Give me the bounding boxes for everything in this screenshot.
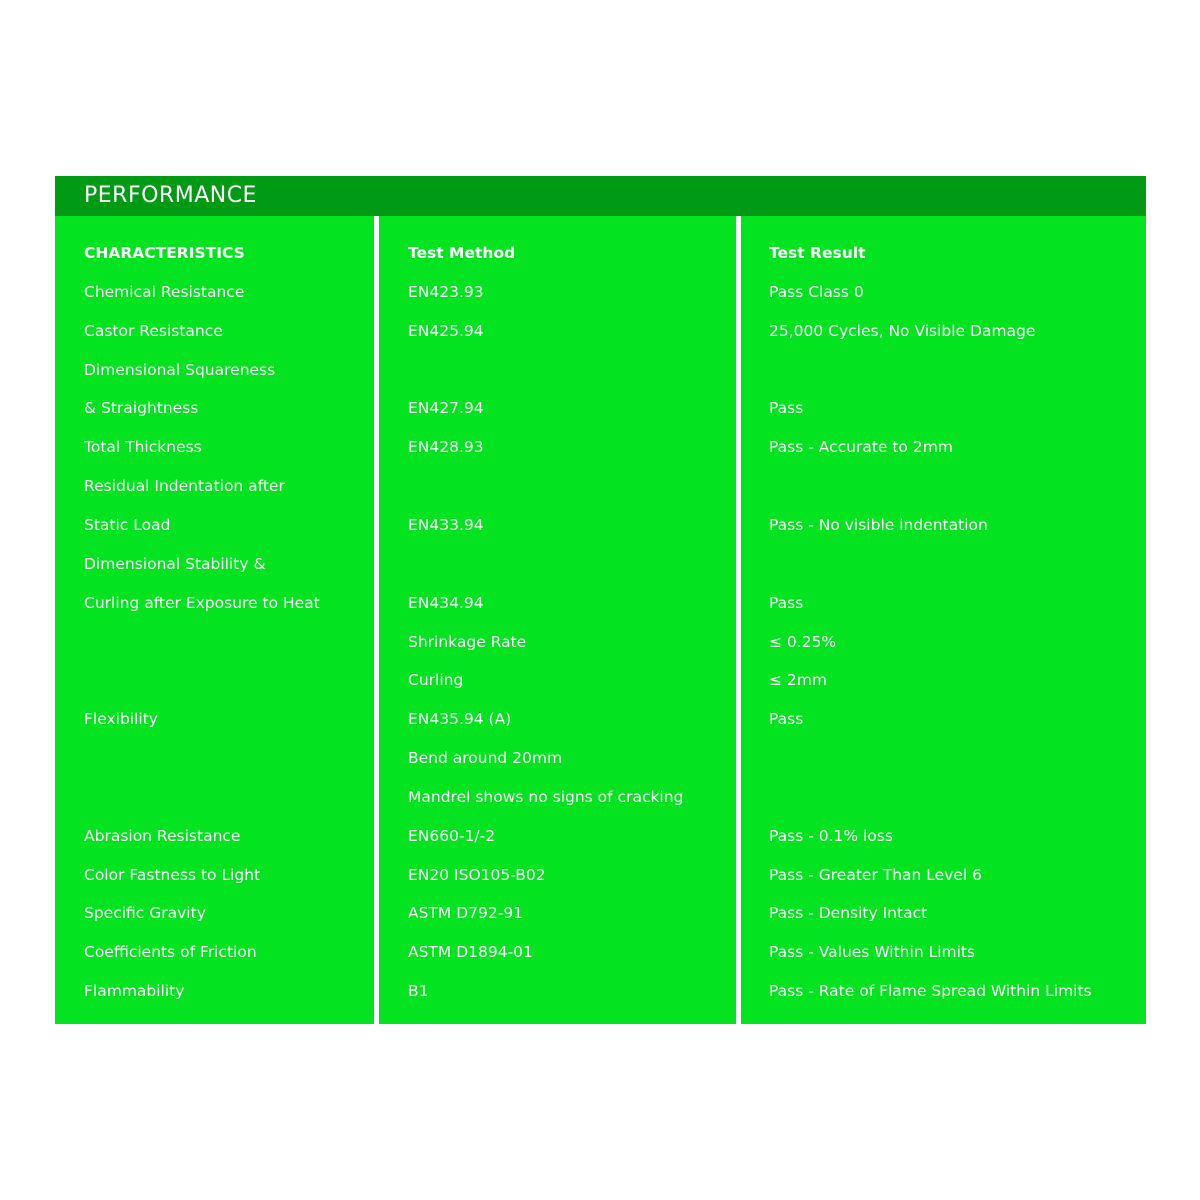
cell-test-method: EN428.93 — [408, 438, 484, 457]
column-header-test-method: Test Method — [408, 244, 516, 262]
cell-test-result: 25,000 Cycles, No Visible Damage — [769, 321, 1036, 340]
cell-test-result: ≤ 0.25% — [769, 632, 837, 651]
cell-characteristic: Total Thickness — [84, 438, 202, 457]
cell-test-method: EN425.94 — [408, 321, 484, 340]
cell-test-result: Pass - Greater Than Level 6 — [769, 865, 982, 884]
table-header-bar — [55, 176, 1146, 216]
cell-characteristic: Flexibility — [84, 710, 158, 729]
cell-test-result: ≤ 2mm — [769, 671, 827, 690]
cell-test-result: Pass - No visible indentation — [769, 515, 988, 534]
cell-test-result: Pass - Values Within Limits — [769, 943, 976, 962]
cell-characteristic: & Straightness — [84, 399, 199, 418]
cell-characteristic: Static Load — [84, 515, 171, 534]
cell-test-result: Pass - Density Intact — [769, 904, 928, 923]
table-title: PERFORMANCE — [84, 183, 257, 208]
cell-characteristic: Specific Gravity — [84, 904, 206, 923]
performance-table — [55, 176, 1146, 1024]
cell-characteristic: Coefficients of Friction — [84, 943, 257, 962]
cell-test-method: EN434.94 — [408, 593, 484, 612]
cell-test-method: EN427.94 — [408, 399, 484, 418]
cell-test-method: ASTM D1894-01 — [408, 943, 533, 962]
cell-test-method: EN435.94 (A) — [408, 710, 512, 729]
cell-test-result: Pass - Accurate to 2mm — [769, 438, 953, 457]
cell-characteristic: Dimensional Stability & — [84, 554, 266, 573]
cell-test-result: Pass — [769, 399, 804, 418]
column-header-characteristic: CHARACTERISTICS — [84, 244, 245, 262]
cell-test-method: Bend around 20mm — [408, 749, 563, 768]
cell-characteristic: Dimensional Squareness — [84, 360, 276, 379]
cell-test-result: Pass - 0.1% loss — [769, 826, 893, 845]
cell-test-result: Pass — [769, 710, 804, 729]
cell-test-result: Pass - Rate of Flame Spread Within Limits — [769, 982, 1092, 1001]
cell-characteristic: Color Fastness to Light — [84, 865, 261, 884]
cell-characteristic: Castor Resistance — [84, 321, 223, 340]
cell-test-method: Shrinkage Rate — [408, 632, 527, 651]
cell-characteristic: Residual Indentation after — [84, 477, 285, 496]
cell-test-method: ASTM D792-91 — [408, 904, 524, 923]
cell-characteristic: Flammability — [84, 982, 185, 1001]
cell-test-method: Mandrel shows no signs of cracking — [408, 787, 684, 806]
cell-test-result: Pass — [769, 593, 804, 612]
cell-test-method: EN433.94 — [408, 515, 484, 534]
cell-characteristic: Chemical Resistance — [84, 282, 245, 301]
cell-characteristic: Curling after Exposure to Heat — [84, 593, 320, 612]
cell-test-method: Curling — [408, 671, 464, 690]
cell-test-result: Pass Class 0 — [769, 282, 864, 301]
cell-test-method: EN423.93 — [408, 282, 484, 301]
cell-test-method: EN660-1/-2 — [408, 826, 496, 845]
column-header-test-result: Test Result — [769, 244, 866, 262]
cell-characteristic: Abrasion Resistance — [84, 826, 241, 845]
cell-test-method: B1 — [408, 982, 429, 1001]
cell-test-method: EN20 ISO105-B02 — [408, 865, 546, 884]
